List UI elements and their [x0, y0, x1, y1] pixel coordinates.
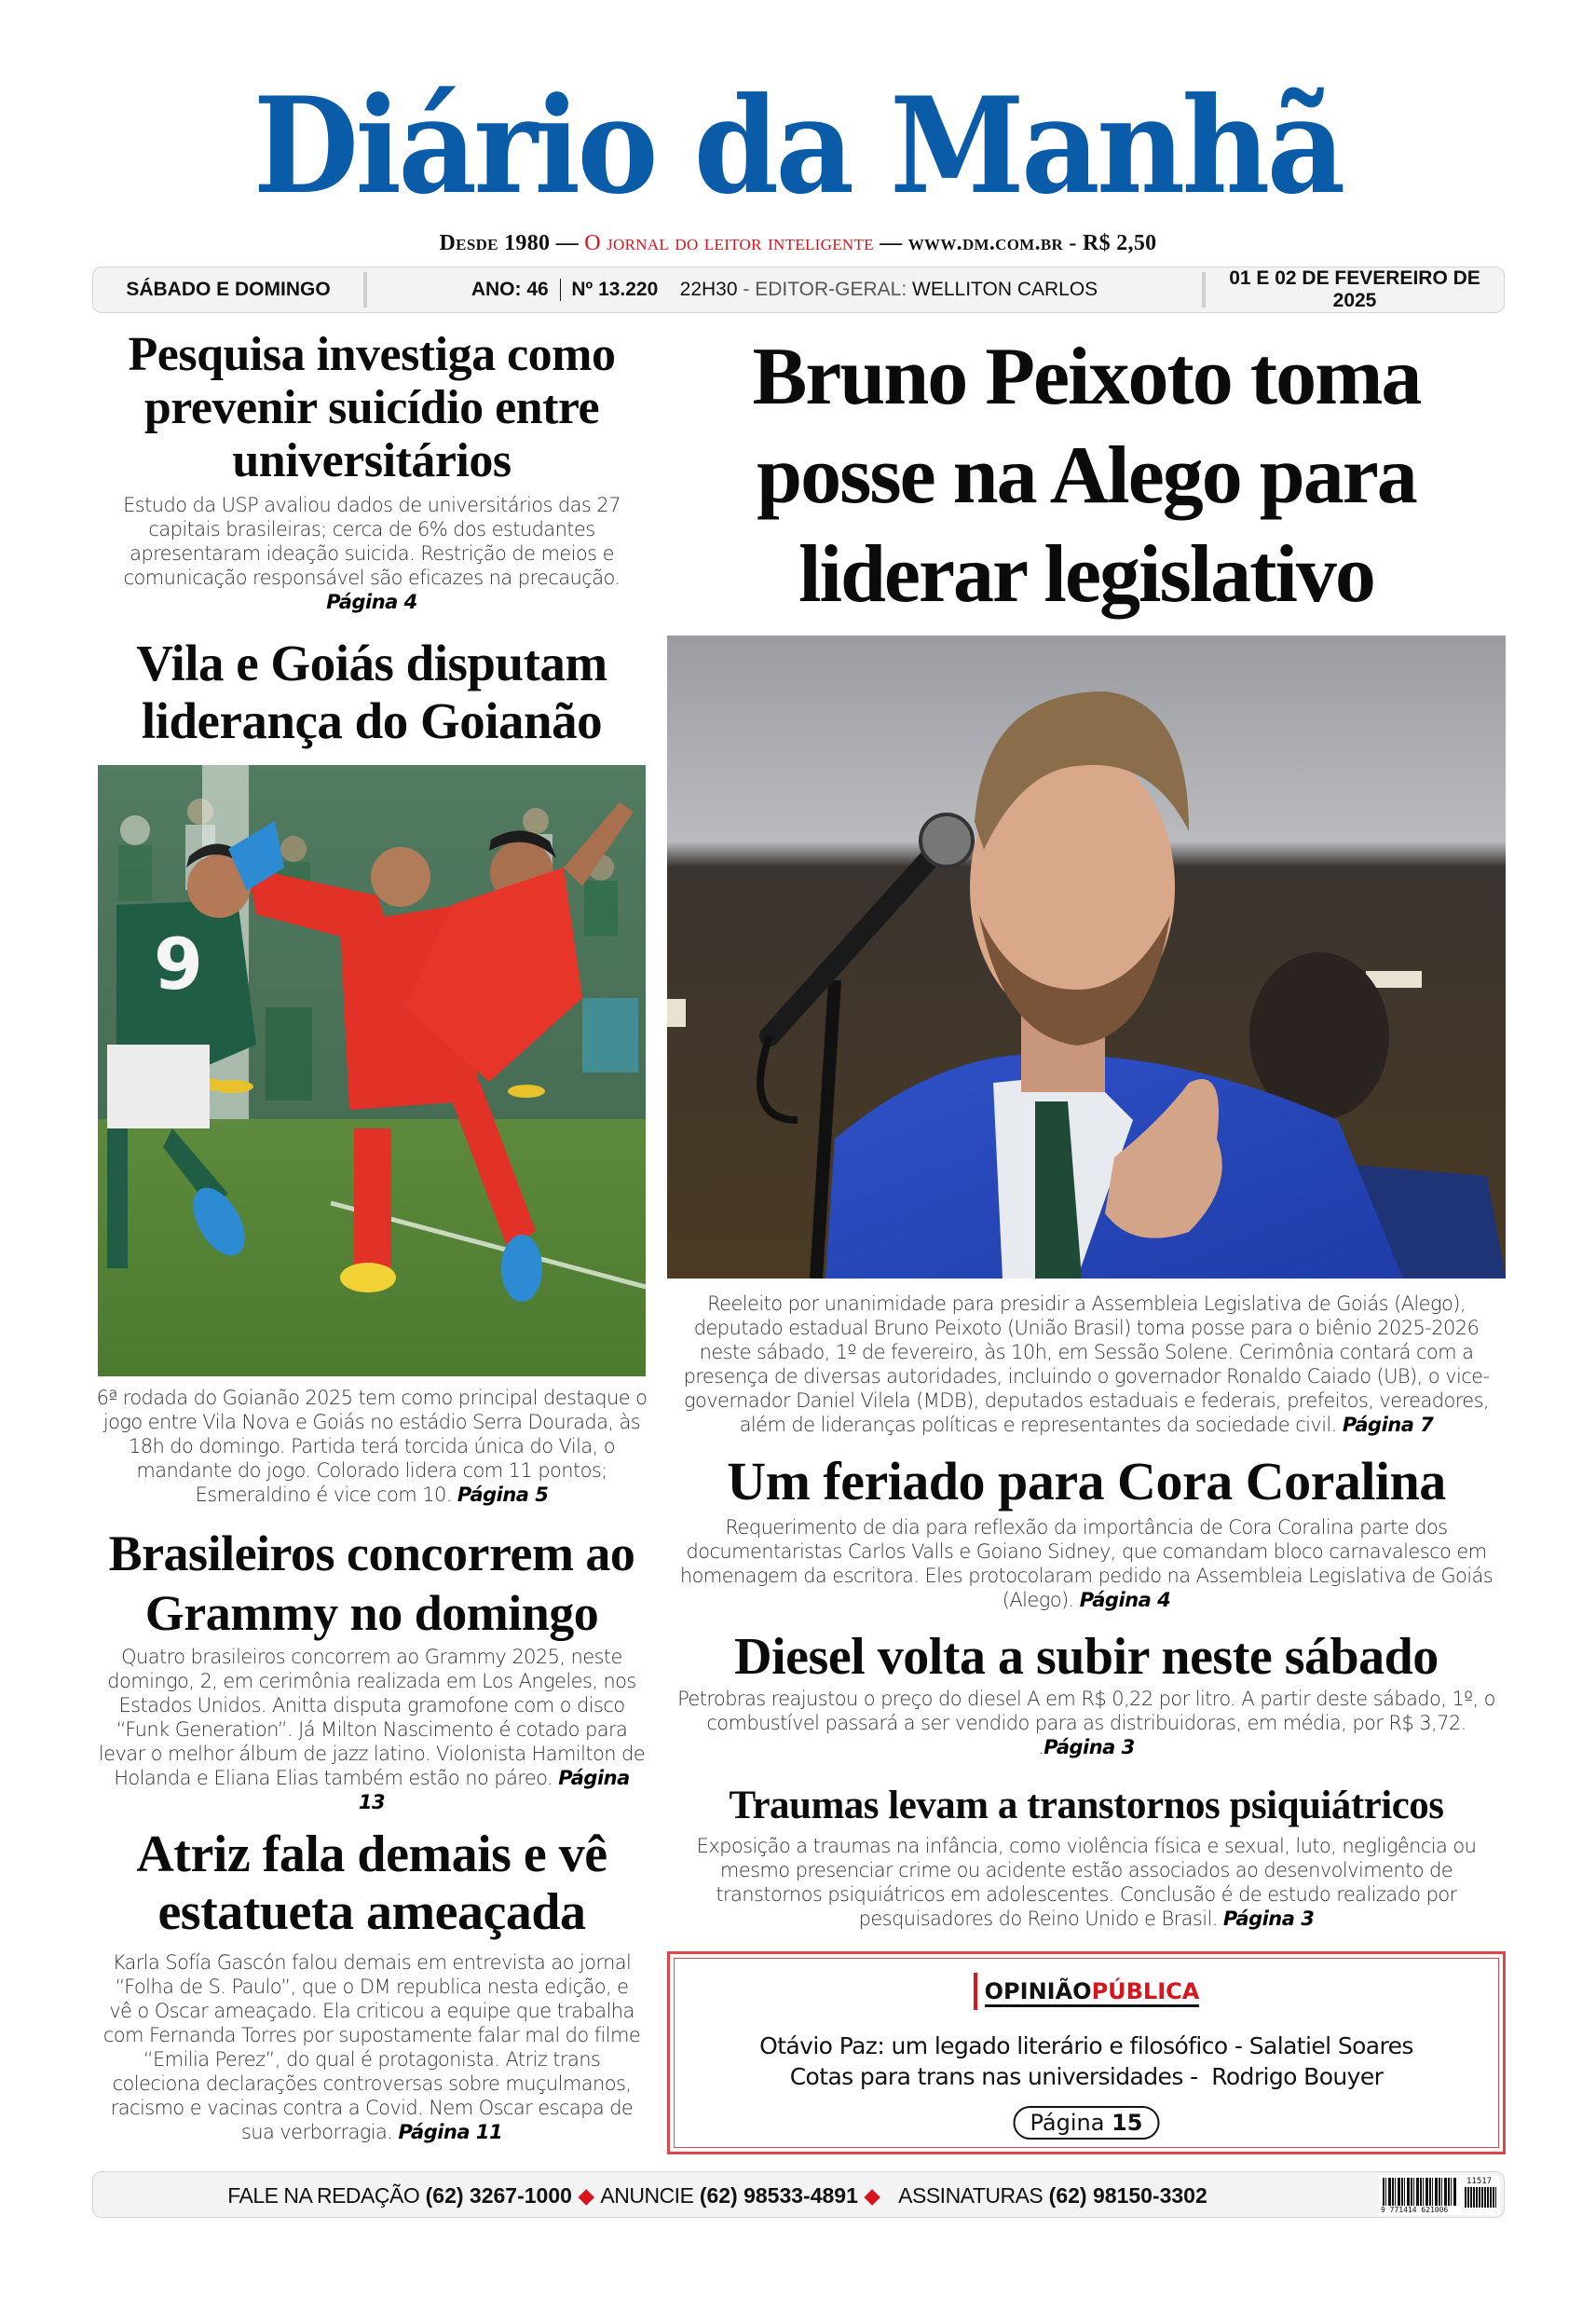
opinion-title-part1: OPINIÃO [985, 1978, 1092, 2007]
page-ref[interactable]: Página 13 [358, 1767, 630, 1813]
svg-text:9: 9 [154, 923, 203, 1005]
story-goianao[interactable] [92, 635, 651, 1507]
headline[interactable]: Um feriado para Cora Coralina [727, 1451, 1446, 1511]
story-summary [667, 1515, 1506, 1612]
story-summary [92, 1950, 651, 2144]
tagline-slogan: O jornal do leitor inteligente [578, 231, 880, 255]
subscriptions-label: ASSINATURAS [898, 2183, 1044, 2208]
tagline-url-price[interactable]: — www.dm.com.br - R$ 2,50 [880, 231, 1157, 255]
edition-day: SÁBADO E DOMINGO [126, 279, 331, 300]
page-ref[interactable]: Página 5 [457, 1484, 549, 1506]
page-ref[interactable]: Página 3 [1222, 1908, 1315, 1930]
headline[interactable]: Atriz fala demais e vê estatueta ameaçada [136, 1826, 607, 1941]
page-ref[interactable]: Página 3 [1044, 1736, 1135, 1758]
opinion-box[interactable] [667, 1951, 1506, 2154]
barcode-addon-number: 11517 [1466, 2177, 1493, 2186]
page-ref[interactable]: Página 4 [1079, 1589, 1171, 1611]
story-summary [667, 1292, 1506, 1437]
edition-time: 22H30 [679, 278, 738, 300]
editor-label: - EDITOR-GERAL: [737, 278, 913, 300]
ads-phone[interactable]: (62) 98533-4891 [699, 2183, 858, 2208]
newspaper-logo[interactable]: Diário da Manhã [253, 69, 1343, 224]
barcode-addon-bars [1465, 2187, 1496, 2208]
ads-label: ANUNCIE [600, 2183, 694, 2208]
opinion-item[interactable]: Otávio Paz: um legado literário e filosófico - Salatiel Soares [759, 2032, 1413, 2059]
summary-text: Estudo da USP avaliou dados de universitários das 27 capitais brasileiras; cerca de 6% dos estudantes apresentaram ideação suicida. Restrição de meios e comunicação responsável são eficazes na precaução. [123, 494, 621, 589]
page-ref[interactable]: Página 7 [1342, 1414, 1434, 1436]
story-cora-coralina[interactable] [667, 1452, 1506, 1612]
story-summary [667, 1834, 1506, 1931]
lead-photo [667, 636, 1506, 1279]
page-label: Página [1030, 2110, 1105, 2136]
barcode-bars [1383, 2178, 1457, 2206]
tagline [0, 231, 1596, 256]
divider [560, 279, 561, 301]
page-ref[interactable]: Página 11 [398, 2121, 503, 2143]
story-grammy[interactable] [92, 1524, 651, 1814]
summary-text: Petrobras reajustou o preço do diesel A em R$ 0,22 por litro. A partir deste sábado, 1º, o combustível passará a ser vendido para as distribuidoras, em média, por R$ 3,72. . [677, 1688, 1495, 1758]
story-summary [92, 493, 651, 614]
headline[interactable]: Traumas levam a transtornos psiquiátricos [729, 1784, 1444, 1827]
summary-text: Exposição a traumas na infância, como violência física e sexual, luto, negligência ou mesmo presenciar crime ou acidente estão associados ao desenvolvimento de transtornos psiquiátricos em adolescentes. Conclusão é de estudo realizado por pesquisadores do Reino Unido e Brasil. [696, 1835, 1477, 1930]
year-value: 46 [526, 278, 549, 300]
headline[interactable]: Pesquisa investiga como prevenir suicídio entre universitários [128, 328, 616, 487]
edition-date: 01 E 02 DE FEVEREIRO DE 2025 [1229, 267, 1480, 311]
opinion-page-button[interactable] [1014, 2106, 1160, 2140]
opinion-section-title [670, 1973, 1503, 2010]
edition-details [367, 279, 1202, 301]
headline[interactable]: Vila e Goiás disputam liderança do Goianão [136, 635, 607, 749]
number-value: 13.220 [598, 278, 659, 300]
opinion-title-part2: PÚBLICA [1092, 1978, 1200, 2007]
masthead [0, 69, 1596, 224]
summary-text: Requerimento de dia para reflexão da importância de Cora Coralina parte dos documentaristas Carlos Valls e Goiano Sidney, que comandam bloco carnavalesco em homenagem da escritora. Eles protocolaram pedido na Assembleia Legislativa de Goiás (Alego). [679, 1516, 1494, 1611]
contact-footer [92, 2171, 1505, 2218]
summary-text: Karla Sofía Gascón falou demais em entrevista ao jornal “Folha de S. Paulo”, que o DM republica nesta edição, e vê o Oscar ameaçado. Ela criticou a equipe que trabalha com Fernanda Torres por supostamente falar mal do filme “Emilia Perez”, do qual é protagonista. Atriz trans coleciona declarações controversas sobre muçulmanos, racismo e vacinas contra a Covid. Nem Oscar escapa de sua verborragia. [102, 1951, 641, 2143]
summary-text: Reeleito por unanimidade para presidir a Assembleia Legislativa de Goiás (Alego), deputado estadual Bruno Peixoto (União Brasil) toma posse para o biênio 2025-2026 neste sábado, 1º de fevereiro, às 10h, em Sessão Solene. Cerimônia contará com a presença de diversas autoridades, incluindo o governador Ronaldo Caiado (UB), o vice-governador Daniel Vilela (MDB), deputados estaduais e federais, prefeitos, vereadores, além de lideranças políticas e representantes da sociedade civil. [683, 1292, 1490, 1436]
barcode-number: 9 771414 621006 [1381, 2206, 1449, 2214]
football-photo [98, 765, 646, 1376]
story-suicide-research[interactable] [92, 328, 651, 614]
editor-name: WELLITON CARLOS [912, 278, 1098, 300]
edition-info-bar [92, 267, 1505, 313]
diamond-icon: ◆ [864, 2183, 880, 2208]
page-ref[interactable]: Página 4 [326, 591, 417, 613]
year-label: ANO: [471, 278, 522, 300]
subscriptions-phone[interactable]: (62) 98150-3302 [1048, 2183, 1207, 2208]
red-accent-bar [974, 1973, 977, 2010]
story-actress[interactable] [92, 1826, 651, 2144]
politician-speaking-image [667, 636, 1506, 1279]
story-traumas[interactable] [667, 1784, 1506, 1931]
newsroom-phone[interactable]: (62) 3267-1000 [425, 2183, 572, 2208]
headline[interactable]: Brasileiros concorrem ao Grammy no domingo [108, 1525, 635, 1641]
left-column [92, 328, 651, 2144]
barcode-icon [1379, 2176, 1500, 2215]
diamond-icon: ◆ [578, 2183, 595, 2208]
lead-headline[interactable]: Bruno Peixoto toma posse na Alego para liderar legislativo [752, 332, 1421, 620]
headline[interactable]: Diesel volta a subir neste sábado [734, 1628, 1439, 1686]
summary-text: Quatro brasileiros concorrem ao Grammy 2025, neste domingo, 2, em cerimônia realizada em Los Angeles, nos Estados Unidos. Anitta disputa gramofone com o disco “Funk Generation”. Já Milton Nascimento é cotado para levar o melhor álbum de jazz latino. Violonista Hamilton de Holanda e Eliana Elias também estão no páreo. [98, 1646, 646, 1789]
right-column [667, 328, 1506, 1931]
opinion-list [670, 2031, 1503, 2092]
newsroom-label: FALE NA REDAÇÃO [227, 2183, 420, 2208]
football-match-image [98, 765, 646, 1376]
tagline-since: Desde 1980 — [439, 231, 579, 255]
story-summary [667, 1687, 1506, 1759]
story-summary [92, 1386, 651, 1507]
contact-line [93, 2183, 1342, 2208]
opinion-item[interactable]: Cotas para trans nas universidades - Rodrigo Bouyer [789, 2063, 1384, 2090]
story-lead-bruno-peixoto[interactable] [667, 328, 1506, 1437]
summary-text: 6ª rodada do Goianão 2025 tem como principal destaque o jogo entre Vila Nova e Goiás no estádio Serra Dourada, às 18h do domingo. Partida terá torcida única do Vila, o mandante do jogo. Colorado lidera com 11 pontos; Esmeraldino é vice com 10. [96, 1387, 648, 1506]
story-summary [92, 1645, 651, 1814]
page-number: 15 [1112, 2110, 1143, 2136]
number-label: Nº [571, 278, 593, 300]
story-diesel[interactable] [667, 1629, 1506, 1759]
